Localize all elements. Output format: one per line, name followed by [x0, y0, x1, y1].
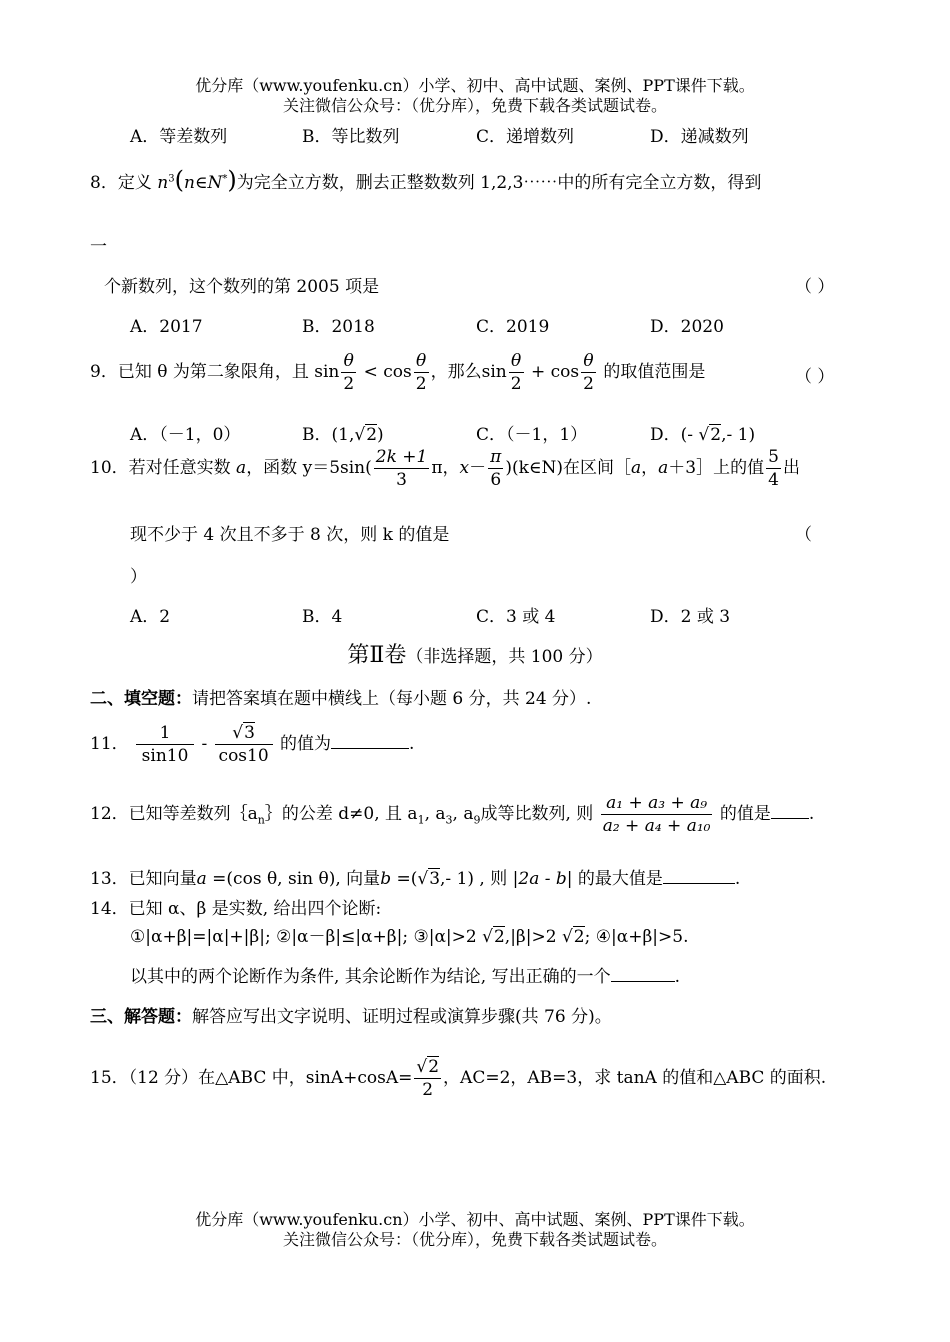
q9-sin-2: sin: [481, 362, 507, 382]
section3-heading: [90, 1002, 612, 1027]
q12-end: .: [808, 804, 815, 824]
q10-a-3: a: [658, 458, 669, 478]
q9-cos-2: cos: [550, 362, 580, 382]
q15-tail: ，AC=2，AB=3，求 tanA 的值和△ABC 的面积.: [443, 1068, 827, 1088]
q12-frac-num: a₁ + a₃ + a₉: [601, 792, 713, 815]
q14-line3: [130, 962, 680, 987]
q10-stem: [90, 446, 800, 491]
q14-line2b: ,|β|>2: [504, 927, 557, 947]
part2-title: 第Ⅱ卷: [347, 643, 407, 668]
q7-option-d: D．递减数列: [650, 127, 749, 147]
q9-d-label: D．: [650, 425, 681, 445]
q9-answer-paren: （ ）: [795, 367, 835, 387]
q9-cos-1: cos: [383, 362, 412, 382]
q9-option-c: C．（－1，1）: [476, 425, 588, 445]
q10-frac1-den: 3: [396, 470, 407, 490]
q9-two-2: 2: [415, 374, 427, 394]
footer-line-1: 优分库（www.youfenku.cn）小学、初中、高中试题、案例、PPT课件下载。: [195, 1210, 755, 1229]
q9-theta-2: θ: [414, 350, 429, 373]
q11: 11． $\frac{1}{\sin 10}$ - $\frac{√3}{\cos 10}$ 的值为 .: [90, 723, 415, 766]
q9-d-sqrt: 2: [710, 425, 722, 445]
q10-a-1: a: [236, 458, 247, 478]
q8-text3: 个新数列，这个数列的第 2005 项是: [104, 277, 380, 297]
q9-b-sqrt: 2: [366, 425, 378, 445]
q14-sqrt-2: 2: [573, 927, 585, 947]
q13-end: .: [734, 869, 741, 889]
q13-eq3: ,- 1) , 则: [440, 869, 508, 889]
section3-text: 解答应写出文字说明、证明过程或演算步骤(共 76 分)。: [192, 1007, 612, 1027]
section2-text: 请把答案填在题中横线上（每小题 6 分，共 24 分）.: [192, 689, 592, 709]
q10-option-a: A．2: [130, 607, 171, 627]
q14-line3-text: 以其中的两个论断作为条件, 其余论断作为结论, 写出正确的一个: [130, 967, 611, 987]
q7-option-a: A．等差数列: [130, 127, 228, 147]
footer-line-2: 关注微信公众号：（优分库），免费下载各类试题试卷。: [282, 1230, 667, 1249]
q13-eq2: =(: [391, 869, 418, 889]
q12-comma2: , a: [452, 804, 474, 824]
q13-sqrt3: 3: [429, 869, 441, 889]
header-line-1: 优分库（www.youfenku.cn）小学、初中、高中试题、案例、PPT课件下载。: [195, 76, 755, 95]
q13-abs: |2a - b|: [512, 869, 573, 889]
q8-number: 8．定义: [90, 173, 152, 193]
q11-end: .: [409, 734, 415, 754]
q10-option-c: C．3 或 4: [476, 607, 556, 627]
q10-t4: ，: [641, 458, 659, 478]
q9-sin-1: sin: [314, 362, 340, 382]
q11-minus: -: [201, 734, 208, 754]
q9-b-label: B．: [302, 425, 332, 445]
q10-paren-close: ）: [130, 567, 147, 587]
q10-option-b: B．4: [302, 607, 343, 627]
q9-plus: +: [530, 362, 546, 382]
q9-two-3: 2: [510, 374, 522, 394]
q10-t6: 出: [782, 458, 800, 478]
q15: 15．（12 分）在△ABC 中，sinA+cosA= $\frac{√2}{2}$ ，AC=2，AB=3，求 tanA 的值和△ABC 的面积.: [90, 1057, 827, 1100]
q13-eq1: =(cos θ, sin θ), 向量: [206, 869, 381, 889]
q14-sqrt-1: 2: [493, 927, 505, 947]
q12-text2: ｝的公差 d≠0, 且 a: [264, 804, 418, 824]
q11-frac1-num: 1: [136, 722, 194, 745]
q8-cond: n∈N: [183, 173, 223, 193]
q8-option-c: C．2019: [476, 317, 550, 337]
q9-d-expr: (-: [680, 425, 694, 445]
q14-line2c: ; ④|α+β|>5.: [584, 927, 689, 947]
q15-frac-den: 2: [422, 1080, 434, 1100]
q8-option-d: D．2020: [650, 317, 724, 337]
q9-two-4: 2: [583, 374, 594, 394]
q10-minus: －: [469, 458, 487, 478]
q12-frac-den: a₂ + a₄ + a₁₀: [602, 816, 711, 836]
q14-line2a: ①|α+β|=|α|+|β|; ②|α－β|≤|α+β|; ③|α|>2: [130, 927, 477, 947]
q8-answer-paren: （ ）: [795, 277, 835, 297]
q10-paren-open: （: [795, 525, 812, 545]
part2-subtitle: （非选择题，共 100 分）: [406, 647, 603, 667]
section2-heading: [90, 684, 591, 709]
q10-frac3-num: 5: [768, 447, 779, 467]
q8-text1: 为完全立方数，删去正整数数列 1,2,3⋯⋯中的所有完全立方数，得到: [236, 173, 762, 193]
q8-text2: 一: [90, 237, 107, 257]
q10-frac2-den: 6: [490, 470, 502, 490]
q10-frac2-num: π: [490, 447, 502, 467]
q12-sub-n: n: [257, 813, 265, 827]
q8-stem: 8．定义 $n^3(n\in N^*)$为完全立方数，删去正整数数列 1,2,3⋯⋯中的所有完全立方数，得到: [90, 166, 762, 194]
section2-label: 二、填空题：: [90, 689, 192, 709]
q12: [90, 792, 814, 837]
q12-text3: 成等比数列, 则: [480, 804, 594, 824]
section3-label: 三、解答题：: [90, 1007, 192, 1027]
q10-frac1-num: 2k +1: [375, 447, 428, 467]
q10-t5: ＋3］上的值: [668, 458, 765, 478]
q9-mid: ，那么: [430, 362, 482, 382]
q13-tail: 的最大值是: [577, 869, 663, 889]
q7-option-b: B．等比数列: [302, 127, 400, 147]
q11-number: 11．: [90, 734, 129, 754]
q12-sub9: 9: [473, 813, 481, 827]
q9-b-expr: (1,: [331, 425, 355, 445]
q12-comma1: , a: [424, 804, 446, 824]
q11-frac2-den: cos10: [218, 746, 269, 766]
q11-answer-blank[interactable]: [331, 732, 409, 749]
q10-a-2: a: [631, 458, 642, 478]
q9-option-a: A．（－1，0）: [130, 425, 241, 445]
q8-option-a: A．2017: [130, 317, 203, 337]
q10-option-d: D．2 或 3: [650, 607, 731, 627]
q14-line1: 14．已知 α、β 是实数, 给出四个论断:: [90, 899, 382, 919]
q14-line2: ①|α+β|=|α|+|β|; ②|α－β|≤|α+β|; ③|α|>2 √2,|β|>2 √2; ④|α+β|>5.: [130, 927, 689, 947]
q13: 13．已知向量a =(cos θ, sin θ), 向量b =(√3,- 1) , 则 |2a - b| 的最大值是 .: [90, 869, 741, 889]
q9-theta-4: θ: [581, 350, 596, 373]
q9-number: 9．已知 θ 为第二象限角，且: [90, 362, 309, 382]
q9-b-close: ): [377, 425, 384, 445]
q10-number: 10．若对任意实数: [90, 458, 231, 478]
q13-vec-a: a: [196, 869, 207, 889]
q13-text: 13．已知向量: [90, 869, 197, 889]
q10-t3: )(k∈N)在区间［: [505, 458, 631, 478]
q9-option-d: D．(- √2,- 1): [650, 425, 756, 445]
q10-t2: π，: [431, 458, 460, 478]
q9-tail: 的取值范围是: [603, 362, 706, 382]
q12-sub3: 3: [445, 813, 453, 827]
q9-theta-1: θ: [341, 350, 356, 373]
q9-two-1: 2: [343, 374, 355, 394]
q10-x: x: [459, 458, 470, 478]
q7-option-c: C．递增数列: [476, 127, 575, 147]
q11-frac2-num: 3: [244, 723, 255, 743]
q10-frac3-den: 4: [768, 470, 779, 490]
q8-n: n: [157, 173, 169, 193]
q9-d-close: ,- 1): [721, 425, 756, 445]
q12-text: 12．已知等差数列｛a: [90, 804, 258, 824]
q12-tail: 的值是: [719, 804, 771, 824]
q15-text: 15．（12 分）在△ABC 中，sinA+cosA=: [90, 1068, 413, 1088]
q11-frac1-den: sin10: [141, 746, 189, 766]
q14-end: .: [674, 967, 681, 987]
header-line-2: 关注微信公众号：（优分库），免费下载各类试题试卷。: [282, 96, 667, 115]
q13-answer-blank[interactable]: [663, 867, 735, 884]
part2-heading: [0, 638, 950, 669]
q9-theta-3: θ: [509, 350, 524, 373]
q12-answer-blank[interactable]: [771, 802, 809, 819]
q11-tail: 的值为: [280, 734, 332, 754]
q9-stem: [90, 350, 705, 395]
q8-option-b: B．2018: [302, 317, 375, 337]
q10-line2: 现不少于 4 次且不多于 8 次，则 k 的值是: [130, 525, 450, 545]
q9-lt: <: [363, 362, 378, 382]
q9-option-b: B．(1,√2): [302, 425, 384, 445]
q15-frac-num: 2: [428, 1057, 440, 1077]
q14-answer-blank[interactable]: [611, 965, 675, 982]
q10-t1: ，函数 y＝5sin(: [246, 458, 372, 478]
q13-vec-b: b: [380, 869, 392, 889]
q12-sub1: 1: [417, 813, 425, 827]
